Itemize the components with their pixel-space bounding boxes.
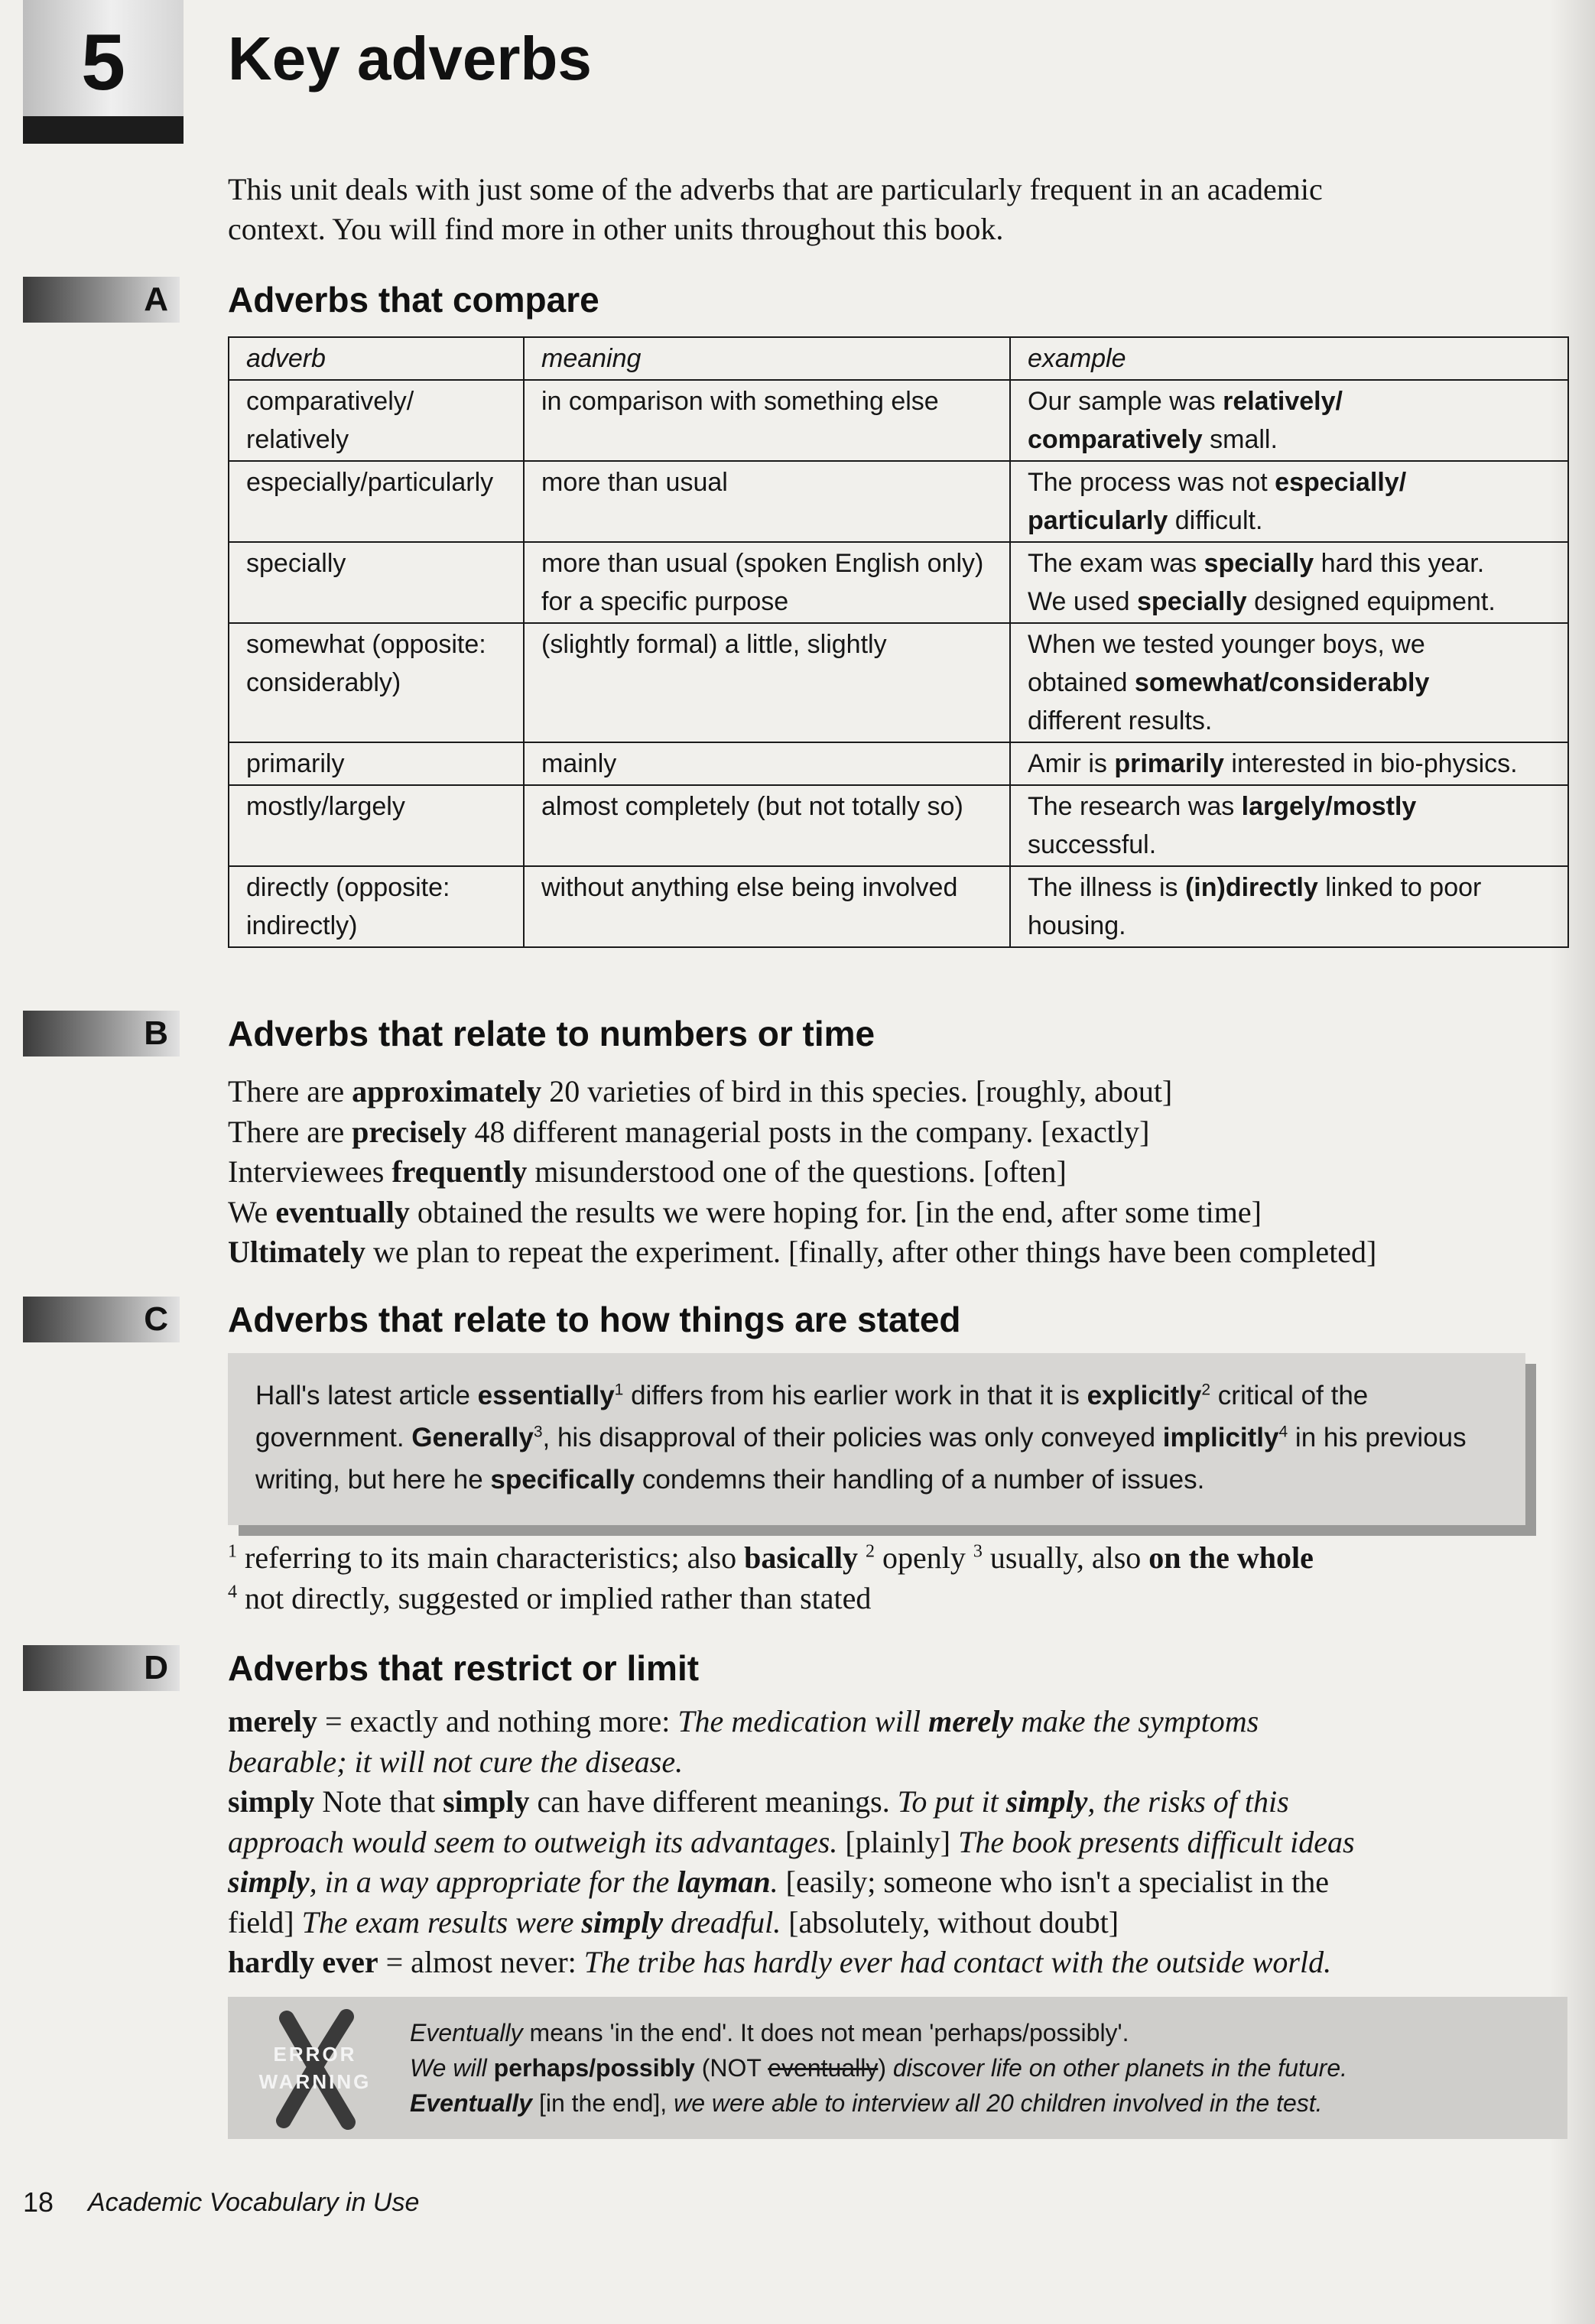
cell-line — [1028, 664, 1551, 702]
text-run: layman — [677, 1865, 771, 1899]
cell-line — [1028, 907, 1551, 945]
text-run: simply — [443, 1784, 530, 1819]
example-sentence — [228, 1193, 1574, 1233]
text-run: can have different meanings. — [529, 1784, 898, 1819]
cell-adverb — [229, 542, 524, 623]
table-row — [229, 380, 1568, 461]
text-run: 1 — [228, 1541, 237, 1562]
text-run: simply — [228, 1865, 310, 1899]
text-run: explicitly — [1087, 1381, 1202, 1410]
text-run: comparatively — [1028, 425, 1203, 454]
section-d-title: Adverbs that restrict or limit — [228, 1648, 700, 1688]
definition-line — [228, 1903, 1574, 1943]
table-header-row — [229, 337, 1568, 380]
text-run: Eventually — [410, 2089, 533, 2117]
section-d-definitions — [228, 1702, 1574, 1983]
text-run: make the symptoms — [1013, 1704, 1259, 1738]
text-run: The tribe has hardly ever had contact with the outside world. — [583, 1945, 1332, 1979]
text-run: interested in bio-physics. — [1223, 749, 1518, 778]
text-run: To put it — [897, 1784, 1006, 1819]
text-run: 3 — [973, 1541, 983, 1562]
footnote-line — [228, 1538, 1574, 1579]
text-run: essentially — [477, 1381, 615, 1410]
cell-example — [1010, 785, 1568, 866]
intro-line: context. You will find more in other units throughout this book. — [228, 212, 1004, 246]
cell-meaning — [524, 461, 1010, 542]
text-run: [in the end], — [532, 2089, 674, 2117]
text-run: perhaps/possibly — [493, 2054, 695, 2082]
table-row — [229, 785, 1568, 866]
text-run: basically — [744, 1540, 858, 1575]
cell-line: in comparison with something else — [541, 387, 939, 416]
adverbs-compare-table — [228, 336, 1569, 948]
text-run: means 'in the end'. It does not mean 'perhaps/possibly'. — [522, 2019, 1129, 2046]
cell-example — [1010, 542, 1568, 623]
text-run: referring to its main characteristics; also — [237, 1540, 745, 1575]
cell-meaning — [524, 866, 1010, 947]
cell-line: more than usual — [541, 468, 728, 497]
text-run: We will — [410, 2054, 494, 2082]
text-run: There are — [228, 1114, 352, 1149]
section-b-letter: B — [144, 1014, 168, 1052]
cell-line: mainly — [541, 749, 617, 778]
text-run: obtained — [1028, 668, 1135, 697]
text-run: 20 varieties of bird in this species. [roughly, about] — [541, 1074, 1173, 1108]
table-row — [229, 461, 1568, 542]
cell-line — [1028, 382, 1551, 420]
unit-title: Key adverbs — [228, 24, 592, 93]
cell-example — [1010, 623, 1568, 742]
text-run: somewhat/considerably — [1134, 668, 1430, 697]
cell-adverb — [229, 742, 524, 785]
cell-line — [1028, 501, 1551, 540]
text-run: linked to poor — [1317, 873, 1482, 902]
cell-line: comparatively/ — [246, 387, 414, 416]
text-run: primarily — [1114, 749, 1224, 778]
text-run: [easily; someone who isn't a specialist in the — [778, 1865, 1330, 1899]
text-run: , his disapproval of their policies was only conveyed — [542, 1423, 1163, 1452]
cell-adverb — [229, 785, 524, 866]
text-run: . — [770, 1865, 778, 1899]
definition-line — [228, 1742, 1574, 1783]
text-run: eventually — [768, 2054, 879, 2082]
text-run: The illness is — [1028, 873, 1185, 902]
text-run: We used — [1028, 587, 1138, 616]
text-run: difficult. — [1168, 506, 1263, 535]
text-run: bearable; it will not cure the disease. — [228, 1744, 684, 1779]
text-run: Eventually — [410, 2019, 523, 2046]
cell-line — [1028, 745, 1551, 783]
section-b-title: Adverbs that relate to numbers or time — [228, 1014, 875, 1053]
text-run: condemns their handling of a number of issues. — [635, 1465, 1205, 1495]
text-run: on the whole — [1148, 1540, 1314, 1575]
intro-paragraph — [228, 170, 1543, 249]
text-run: The research was — [1028, 792, 1242, 821]
text-run: 48 different managerial posts in the company. [exactly] — [466, 1114, 1150, 1149]
cell-adverb — [229, 623, 524, 742]
cell-line: for a specific purpose — [541, 587, 789, 616]
text-run: approximately — [352, 1074, 542, 1108]
section-c-title: Adverbs that relate to how things are stated — [228, 1300, 961, 1339]
text-run: eventually — [275, 1194, 410, 1229]
text-run: 1 — [614, 1381, 624, 1399]
text-run: discover life on other planets in the future. — [892, 2054, 1347, 2082]
cell-line: directly (opposite: — [246, 873, 450, 902]
text-run: precisely — [352, 1114, 467, 1149]
text-run: The process was not — [1028, 468, 1275, 497]
cell-line — [1028, 544, 1551, 583]
book-title: Academic Vocabulary in Use — [88, 2188, 420, 2217]
text-run: 4 — [228, 1582, 237, 1602]
text-run: simply — [228, 1784, 315, 1819]
cell-meaning — [524, 742, 1010, 785]
cell-line: almost completely (but not totally so) — [541, 792, 963, 821]
text-run: specifically — [490, 1465, 635, 1495]
text-run: designed equipment. — [1246, 587, 1496, 616]
text-run: Generally — [411, 1423, 534, 1452]
unit-number-bar — [23, 116, 184, 144]
cell-line: mostly/largely — [246, 792, 405, 821]
cell-line: considerably) — [246, 668, 401, 697]
cell-line: without anything else being involved — [541, 873, 958, 902]
text-run: There are — [228, 1074, 352, 1108]
text-run: especially/ — [1275, 468, 1407, 497]
cell-line: (slightly formal) a little, slightly — [541, 630, 887, 659]
table-row — [229, 866, 1568, 947]
table-header-adverb: adverb — [229, 337, 524, 380]
cell-line — [1028, 463, 1551, 501]
text-run: 2 — [866, 1541, 875, 1562]
footnote-line — [228, 1579, 1574, 1619]
cell-example — [1010, 742, 1568, 785]
page-number: 18 — [23, 2186, 54, 2218]
cell-line: primarily — [246, 749, 345, 778]
text-run: housing. — [1028, 911, 1126, 940]
cell-meaning — [524, 623, 1010, 742]
cell-line: somewhat (opposite: — [246, 630, 486, 659]
error-warning-box — [228, 1997, 1567, 2139]
section-c-letter: C — [144, 1300, 168, 1338]
text-run: 3 — [533, 1423, 543, 1441]
text-run: simply — [1005, 1784, 1088, 1819]
text-run: frequently — [391, 1154, 528, 1189]
text-run: Amir is — [1028, 749, 1115, 778]
cell-meaning — [524, 380, 1010, 461]
section-c-quote-text — [255, 1375, 1498, 1501]
text-run: Interviewees — [228, 1154, 392, 1189]
text-run: obtained the results we were hoping for. [in the end, after some time] — [409, 1194, 1262, 1229]
text-run: we plan to repeat the experiment. [finally, after other things have been completed] — [365, 1235, 1377, 1269]
cell-line — [1028, 420, 1551, 459]
text-run: implicitly — [1162, 1423, 1279, 1452]
text-run: The exam was — [1028, 549, 1204, 578]
text-run: largely/mostly — [1241, 792, 1417, 821]
text-run: specially — [1137, 587, 1247, 616]
cell-meaning — [524, 785, 1010, 866]
intro-line: This unit deals with just some of the adverbs that are particularly frequent in an academic — [228, 172, 1323, 206]
error-warning-line — [410, 2085, 1541, 2121]
text-run: 2 — [1201, 1381, 1211, 1399]
cell-line — [1028, 583, 1551, 621]
section-a-letter: A — [144, 281, 168, 318]
table-header-example: example — [1010, 337, 1568, 380]
text-run: Note that — [314, 1784, 443, 1819]
cell-line — [1028, 826, 1551, 864]
example-sentence — [228, 1232, 1574, 1273]
table-row — [229, 542, 1568, 623]
text-run: successful. — [1028, 830, 1157, 859]
text-run: misunderstood one of the questions. [often] — [527, 1154, 1067, 1189]
text-run: (NOT — [694, 2054, 768, 2082]
text-run: Our sample was — [1028, 387, 1223, 416]
table-row — [229, 742, 1568, 785]
text-run: hard this year. — [1314, 549, 1485, 578]
section-c-footnotes — [228, 1538, 1574, 1618]
text-run: , the risks of this — [1087, 1784, 1289, 1819]
cell-line: indirectly) — [246, 911, 358, 940]
cell-line: especially/particularly — [246, 468, 494, 497]
text-run: merely — [228, 1704, 317, 1738]
cell-meaning — [524, 542, 1010, 623]
definition-line — [228, 1823, 1574, 1863]
cell-adverb — [229, 380, 524, 461]
text-run: approach would seem to outweigh its advantages. — [228, 1824, 838, 1859]
text-run: (in)directly — [1184, 873, 1318, 902]
example-sentence — [228, 1112, 1574, 1153]
error-warning-text — [410, 2015, 1541, 2121]
text-run — [858, 1540, 866, 1575]
text-run: Hall's latest article — [255, 1381, 478, 1410]
cell-adverb — [229, 866, 524, 947]
text-run: particularly — [1028, 506, 1168, 535]
text-run: The medication will — [677, 1704, 929, 1738]
table-row — [229, 623, 1568, 742]
definition-line — [228, 1943, 1574, 1983]
text-run: in his previous writing, but here he — [255, 1423, 1467, 1495]
text-run: small. — [1202, 425, 1278, 454]
text-run: not directly, suggested or implied rather than stated — [237, 1580, 872, 1615]
text-run: hardly ever — [228, 1945, 378, 1979]
text-run: usually, also — [982, 1540, 1149, 1575]
section-c-quote-box — [228, 1353, 1525, 1525]
text-run: different results. — [1028, 706, 1213, 735]
error-warning-line — [410, 2015, 1541, 2050]
definition-line — [228, 1782, 1574, 1823]
text-run: simply — [581, 1904, 664, 1939]
cell-line: specially — [246, 549, 346, 578]
error-warning-label: WARNING — [258, 2070, 372, 2093]
error-warning-line — [410, 2050, 1541, 2085]
text-run: When we tested younger boys, we — [1028, 630, 1425, 659]
text-run: 4 — [1278, 1423, 1288, 1441]
text-run: [plainly] — [837, 1824, 959, 1859]
text-run: field] — [228, 1904, 302, 1939]
section-a-title: Adverbs that compare — [228, 280, 599, 320]
table-header-meaning: meaning — [524, 337, 1010, 380]
text-run: The exam results were — [301, 1904, 582, 1939]
cell-line: more than usual (spoken English only) — [541, 549, 984, 578]
cell-line — [1028, 625, 1551, 664]
cell-line — [1028, 702, 1551, 740]
example-sentence — [228, 1072, 1574, 1112]
text-run: specially — [1204, 549, 1314, 578]
text-run: differs from his earlier work in that it is — [623, 1381, 1087, 1410]
section-d-letter: D — [144, 1649, 168, 1686]
cell-example — [1010, 461, 1568, 542]
definition-line — [228, 1862, 1574, 1903]
text-run: The book presents difficult ideas — [958, 1824, 1355, 1859]
text-run: openly — [875, 1540, 973, 1575]
text-run: [absolutely, without doubt] — [781, 1904, 1119, 1939]
text-run: Ultimately — [228, 1235, 365, 1269]
cell-adverb — [229, 461, 524, 542]
text-run: we were able to interview all 20 children involved in the test. — [674, 2089, 1323, 2117]
text-run: merely — [928, 1704, 1014, 1738]
text-run: , in a way appropriate for the — [309, 1865, 677, 1899]
cell-example — [1010, 380, 1568, 461]
table-body — [229, 380, 1568, 947]
text-run: dreadful. — [663, 1904, 781, 1939]
text-run: = almost never: — [378, 1945, 584, 1979]
text-run: = exactly and nothing more: — [317, 1704, 678, 1738]
text-run: We — [228, 1194, 276, 1229]
text-run: relatively/ — [1223, 387, 1343, 416]
definition-line — [228, 1702, 1574, 1742]
cell-line — [1028, 868, 1551, 907]
cell-line: relatively — [246, 425, 349, 454]
cell-line — [1028, 787, 1551, 826]
error-warning-label: ERROR — [273, 2043, 357, 2066]
example-sentence — [228, 1152, 1574, 1193]
section-b-examples — [228, 1072, 1574, 1273]
text-run: critical of the government. — [255, 1381, 1369, 1452]
text-run: ) — [878, 2054, 893, 2082]
unit-number: 5 — [81, 18, 125, 107]
cell-example — [1010, 866, 1568, 947]
